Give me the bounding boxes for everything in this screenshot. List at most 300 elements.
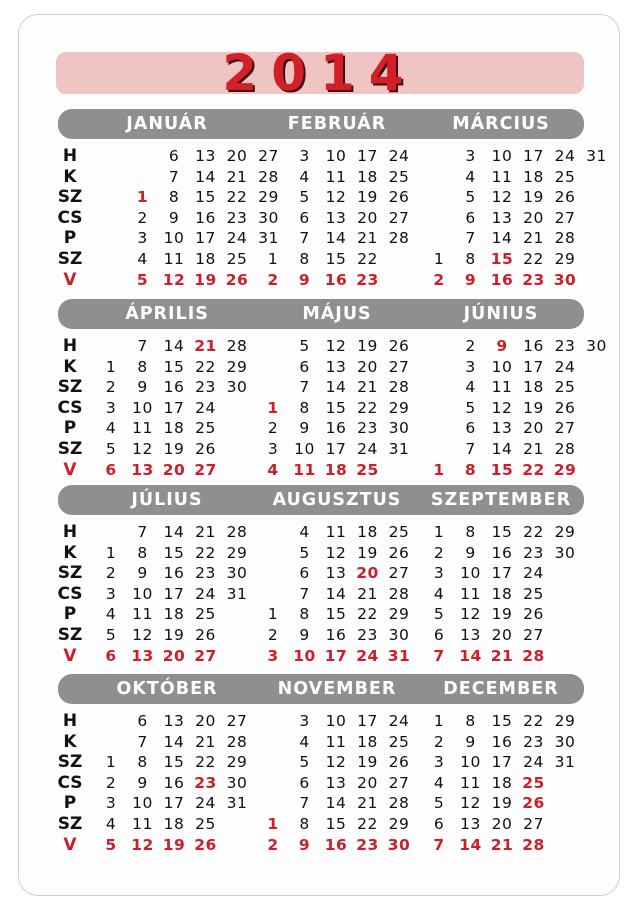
day-number: 18 [357, 523, 378, 541]
day-number: 12 [460, 794, 481, 813]
day-number: 18 [523, 378, 544, 397]
day-number: 28 [388, 378, 410, 397]
day-number: 25 [554, 378, 576, 397]
day-number: 24 [388, 147, 410, 165]
day-number: 3 [267, 646, 279, 665]
day-number: 28 [226, 337, 248, 355]
day-number: 12 [162, 270, 186, 289]
day-number: 16 [491, 543, 513, 562]
day-label: CS [57, 583, 83, 604]
day-number: 27 [194, 646, 217, 665]
month-name: ÁPRILIS [125, 304, 209, 324]
day-number: 3 [105, 794, 117, 813]
day-number: 19 [523, 398, 544, 417]
day-number: 19 [491, 794, 513, 813]
day-number: 26 [225, 270, 249, 289]
month-name: MÁJUS [302, 304, 372, 324]
day-number: 8 [299, 398, 310, 417]
day-number: 19 [163, 440, 185, 458]
day-number: 22 [523, 250, 544, 268]
day-number: 29 [258, 188, 279, 207]
month-name: AUGUSZTUS [272, 490, 402, 510]
day-number: 14 [163, 337, 185, 355]
day-number: 14 [325, 584, 347, 603]
day-label: H [62, 146, 78, 166]
day-number: 13 [325, 208, 347, 227]
day-number: 26 [388, 188, 410, 207]
day-number: 27 [388, 208, 410, 227]
day-number: 12 [491, 398, 513, 417]
day-number: 29 [226, 357, 248, 376]
day-number: 29 [554, 523, 576, 541]
day-number: 10 [325, 712, 347, 730]
day-number: 5 [105, 626, 117, 644]
day-number: 13 [325, 773, 347, 792]
day-number: 17 [523, 357, 544, 376]
day-number: 30 [586, 337, 607, 355]
day-number: 9 [298, 270, 311, 289]
day-number: 18 [523, 167, 544, 186]
day-label: CS [57, 207, 83, 228]
day-number: 15 [163, 753, 185, 772]
day-number: 4 [299, 732, 310, 751]
day-number: 5 [136, 270, 149, 289]
day-number: 17 [491, 753, 513, 772]
day-number: 8 [137, 357, 148, 376]
day-number: 24 [554, 147, 576, 165]
day-number: 8 [465, 523, 476, 541]
day-number: 3 [299, 147, 310, 165]
day-number: 22 [195, 357, 216, 376]
day-number: 15 [491, 712, 513, 730]
day-number: 9 [137, 773, 148, 792]
day-number: 6 [105, 646, 117, 665]
day-number: 8 [168, 188, 180, 207]
day-label: K [63, 542, 77, 563]
day-number: 11 [293, 460, 316, 479]
day-number: 12 [132, 440, 153, 458]
day-number: 17 [325, 440, 347, 458]
day-number: 5 [105, 440, 117, 458]
day-number: 6 [433, 626, 445, 644]
day-number: 18 [195, 250, 216, 268]
day-number: 4 [299, 167, 310, 186]
day-number: 29 [554, 250, 576, 268]
day-number: 9 [298, 835, 311, 854]
day-number: 6 [433, 815, 445, 833]
day-number: 27 [554, 419, 576, 438]
day-number: 14 [325, 378, 347, 397]
day-number: 17 [357, 147, 378, 165]
day-number: 27 [194, 460, 217, 479]
day-number: 24 [523, 564, 544, 583]
day-number: 16 [324, 270, 348, 289]
day-number: 12 [132, 626, 153, 644]
day-number: 11 [132, 605, 153, 624]
day-number: 14 [325, 229, 347, 248]
day-label: SZ [57, 752, 83, 773]
day-number: 21 [357, 229, 378, 248]
day-number: 28 [554, 229, 576, 248]
day-number: 30 [388, 626, 410, 644]
day-number: 15 [325, 398, 347, 417]
day-number: 22 [523, 712, 544, 730]
day-number: 19 [357, 753, 378, 772]
day-number: 7 [299, 378, 310, 397]
day-number: 28 [388, 229, 410, 248]
day-number: 11 [163, 250, 185, 268]
day-number: 23 [523, 543, 544, 562]
day-number: 15 [490, 460, 514, 479]
day-number: 20 [523, 419, 544, 438]
day-number: 5 [299, 753, 310, 772]
day-number: 2 [137, 208, 148, 227]
day-number: 9 [464, 270, 477, 289]
day-number: 13 [163, 712, 185, 730]
day-number: 20 [162, 460, 186, 479]
day-number: 26 [195, 626, 216, 644]
day-number: 17 [324, 646, 348, 665]
day-number: 22 [357, 815, 378, 833]
day-number: 10 [460, 753, 481, 772]
day-number: 22 [522, 460, 545, 479]
day-number: 17 [195, 229, 216, 248]
day-number: 8 [137, 543, 148, 562]
day-number: 10 [325, 147, 347, 165]
day-number: 19 [357, 543, 378, 562]
day-label: CS [57, 772, 83, 793]
day-number: 10 [132, 794, 153, 813]
day-number: 4 [105, 419, 117, 438]
month-name: FEBRUÁR [287, 114, 387, 134]
day-number: 23 [194, 773, 217, 792]
day-number: 18 [163, 815, 185, 833]
day-number: 21 [194, 337, 217, 355]
day-number: 2 [267, 419, 279, 438]
day-number: 28 [258, 167, 279, 186]
day-number: 31 [586, 147, 607, 165]
day-number: 13 [325, 357, 347, 376]
day-number: 11 [325, 167, 347, 186]
day-label: CS [57, 397, 83, 418]
day-number: 16 [325, 419, 347, 438]
day-number: 27 [226, 712, 248, 730]
day-number: 3 [299, 712, 310, 730]
day-number: 5 [465, 398, 476, 417]
day-number: 25 [388, 167, 410, 186]
day-number: 24 [554, 357, 576, 376]
day-number: 29 [553, 460, 577, 479]
day-number: 24 [195, 794, 216, 813]
day-number: 7 [299, 584, 310, 603]
day-label: V [63, 459, 77, 480]
day-number: 25 [554, 167, 576, 186]
day-label: SZ [57, 814, 83, 834]
day-number: 1 [105, 357, 117, 376]
day-number: 13 [491, 208, 513, 227]
day-label: P [63, 793, 77, 814]
day-number: 4 [465, 378, 476, 397]
day-number: 13 [460, 815, 481, 833]
day-number: 21 [490, 646, 514, 665]
month-name: MÁRCIUS [452, 114, 550, 134]
day-number: 21 [357, 584, 378, 603]
day-number: 28 [522, 835, 545, 854]
day-number: 10 [460, 564, 481, 583]
day-number: 30 [388, 419, 410, 438]
day-number: 9 [137, 564, 148, 583]
month-name: DECEMBER [443, 679, 559, 699]
day-number: 20 [162, 646, 186, 665]
day-number: 20 [357, 773, 378, 792]
day-number: 18 [163, 605, 185, 624]
day-label: H [62, 711, 78, 731]
day-number: 1 [433, 712, 445, 730]
day-number: 20 [491, 626, 513, 644]
day-number: 24 [356, 646, 379, 665]
day-number: 17 [523, 147, 544, 165]
day-number: 7 [137, 732, 148, 751]
day-number: 25 [388, 732, 410, 751]
day-number: 1 [105, 753, 117, 772]
day-number: 15 [491, 523, 513, 541]
day-number: 7 [433, 646, 445, 665]
day-number: 5 [105, 835, 117, 854]
day-number: 7 [137, 523, 148, 541]
day-number: 3 [137, 229, 148, 248]
day-number: 1 [267, 398, 279, 417]
day-number: 29 [226, 753, 248, 772]
day-number: 10 [491, 147, 513, 165]
day-number: 11 [325, 523, 347, 541]
day-number: 9 [465, 543, 476, 562]
day-number: 1 [267, 605, 279, 624]
day-number: 25 [522, 773, 545, 792]
day-number: 30 [226, 773, 248, 792]
day-label: H [62, 522, 78, 542]
day-number: 31 [226, 584, 248, 603]
day-number: 8 [465, 250, 476, 268]
day-number: 7 [137, 337, 148, 355]
day-number: 2 [267, 835, 279, 854]
day-number: 21 [195, 732, 216, 751]
day-number: 1 [433, 460, 445, 479]
day-number: 7 [299, 794, 310, 813]
day-number: 13 [460, 626, 481, 644]
day-number: 7 [465, 229, 476, 248]
day-number: 8 [299, 815, 310, 833]
day-number: 11 [491, 167, 513, 186]
day-number: 7 [433, 835, 445, 854]
month-name: OKTÓBER [116, 679, 218, 699]
day-label: SZ [57, 377, 83, 398]
day-number: 12 [131, 835, 154, 854]
day-number: 16 [490, 270, 514, 289]
day-number: 3 [267, 440, 279, 458]
day-number: 20 [491, 815, 513, 833]
day-number: 18 [357, 167, 378, 186]
day-number: 13 [131, 646, 154, 665]
day-number: 25 [226, 250, 248, 268]
day-number: 16 [324, 835, 348, 854]
day-number: 6 [105, 460, 117, 479]
day-number: 24 [523, 753, 544, 772]
day-number: 25 [195, 605, 216, 624]
day-label: K [63, 731, 77, 752]
day-number: 19 [163, 626, 185, 644]
day-number: 23 [523, 732, 544, 751]
day-number: 14 [195, 167, 216, 186]
day-number: 26 [194, 835, 217, 854]
day-number: 3 [465, 147, 476, 165]
day-number: 23 [357, 626, 378, 644]
day-number: 31 [388, 440, 410, 458]
day-number: 19 [357, 337, 378, 355]
day-number: 9 [496, 337, 508, 355]
day-number: 5 [465, 188, 476, 207]
day-number: 5 [299, 188, 310, 207]
day-number: 16 [195, 208, 216, 227]
day-label: SZ [57, 187, 83, 208]
day-number: 8 [137, 753, 148, 772]
day-number: 27 [388, 564, 410, 583]
day-number: 21 [523, 229, 544, 248]
day-number: 2 [433, 270, 445, 289]
day-number: 16 [491, 732, 513, 751]
day-number: 23 [554, 337, 576, 355]
day-number: 5 [433, 605, 445, 624]
day-number: 25 [195, 419, 216, 438]
day-label: V [63, 645, 77, 666]
day-number: 4 [433, 584, 445, 603]
day-number: 2 [267, 270, 279, 289]
day-number: 12 [325, 188, 347, 207]
day-number: 9 [299, 419, 310, 438]
day-number: 11 [132, 815, 153, 833]
day-number: 13 [195, 147, 216, 165]
day-number: 27 [554, 208, 576, 227]
day-number: 23 [195, 378, 216, 397]
day-number: 8 [465, 712, 476, 730]
day-number: 28 [388, 584, 410, 603]
day-number: 6 [168, 147, 180, 165]
day-number: 6 [299, 773, 310, 792]
day-number: 4 [137, 250, 148, 268]
day-number: 18 [357, 732, 378, 751]
day-number: 3 [105, 584, 117, 603]
day-number: 2 [105, 378, 117, 397]
day-number: 16 [163, 378, 185, 397]
day-number: 22 [357, 250, 378, 268]
day-number: 30 [554, 732, 576, 751]
day-number: 17 [491, 564, 513, 583]
day-number: 6 [299, 357, 310, 376]
day-number: 28 [226, 732, 248, 751]
day-number: 21 [523, 440, 544, 458]
day-label: SZ [57, 249, 83, 269]
day-number: 19 [162, 835, 186, 854]
day-number: 26 [523, 605, 544, 624]
day-number: 27 [258, 147, 279, 165]
day-number: 24 [226, 229, 248, 248]
day-number: 17 [357, 712, 378, 730]
day-number: 11 [491, 378, 513, 397]
day-number: 23 [357, 419, 378, 438]
day-number: 12 [460, 605, 481, 624]
day-number: 30 [258, 208, 279, 227]
day-number: 15 [325, 250, 347, 268]
day-number: 20 [357, 208, 378, 227]
day-number: 17 [163, 398, 185, 417]
day-number: 4 [299, 523, 310, 541]
day-number: 24 [195, 398, 216, 417]
day-number: 9 [137, 378, 148, 397]
day-number: 31 [554, 753, 576, 772]
day-number: 21 [226, 167, 248, 186]
day-number: 5 [299, 337, 310, 355]
day-number: 6 [137, 712, 148, 730]
day-number: 9 [299, 626, 310, 644]
day-number: 26 [554, 398, 576, 417]
day-number: 26 [388, 543, 410, 562]
day-number: 11 [325, 732, 347, 751]
day-number: 21 [357, 794, 378, 813]
day-number: 13 [131, 460, 154, 479]
day-number: 26 [388, 753, 410, 772]
day-number: 1 [267, 815, 279, 833]
day-number: 1 [433, 523, 445, 541]
day-number: 22 [357, 398, 378, 417]
day-number: 27 [388, 773, 410, 792]
day-label: V [63, 269, 77, 290]
day-number: 10 [132, 398, 153, 417]
day-number: 14 [491, 440, 513, 458]
day-number: 3 [433, 753, 445, 772]
day-number: 20 [357, 357, 378, 376]
day-number: 21 [490, 835, 514, 854]
day-number: 17 [163, 794, 185, 813]
day-number: 27 [388, 357, 410, 376]
day-number: 16 [163, 773, 185, 792]
day-number: 30 [553, 270, 577, 289]
day-number: 20 [226, 147, 248, 165]
day-number: 29 [226, 543, 248, 562]
day-number: 18 [491, 773, 513, 792]
day-number: 22 [195, 543, 216, 562]
day-number: 14 [459, 646, 482, 665]
day-label: SZ [57, 625, 83, 645]
month-name: JÚLIUS [131, 490, 203, 510]
day-number: 8 [299, 250, 310, 268]
day-number: 18 [163, 419, 185, 438]
day-number: 23 [195, 564, 216, 583]
day-number: 1 [136, 188, 149, 207]
day-number: 19 [357, 188, 378, 207]
day-number: 30 [554, 543, 576, 562]
day-number: 29 [388, 398, 410, 417]
day-number: 19 [194, 270, 217, 289]
day-number: 6 [299, 564, 310, 583]
day-number: 12 [325, 543, 347, 562]
day-number: 10 [294, 440, 315, 458]
day-number: 26 [195, 440, 216, 458]
day-number: 14 [163, 732, 185, 751]
day-number: 20 [523, 208, 544, 227]
day-number: 29 [388, 605, 410, 624]
day-number: 8 [464, 460, 477, 479]
day-number: 6 [465, 208, 476, 227]
day-number: 1 [105, 543, 117, 562]
